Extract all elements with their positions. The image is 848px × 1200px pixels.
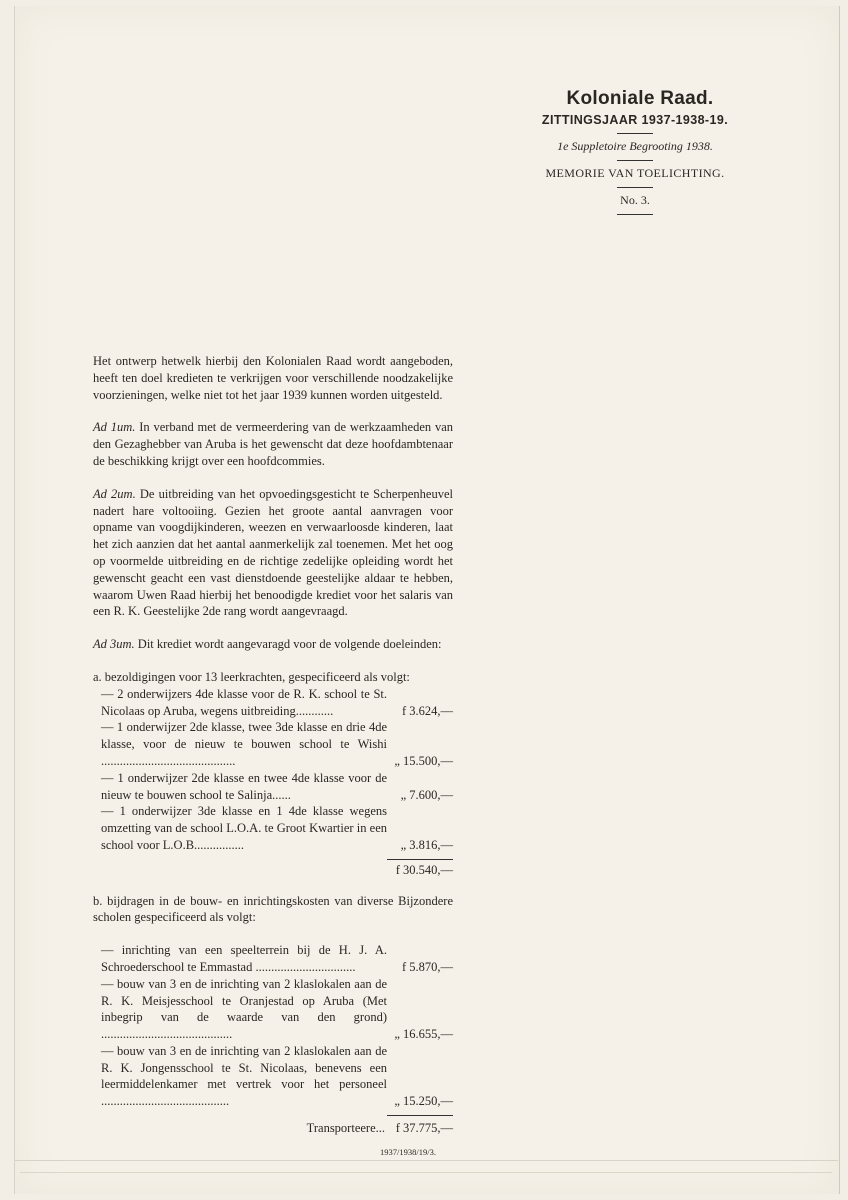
item-text: — inrichting van een speelterrein bij de H. J. A. Schroederschool te Emmastad ................................ (101, 943, 387, 974)
section-a-items (93, 686, 453, 854)
list-item (101, 686, 453, 720)
ad2-text: De uitbreiding van het opvoedingsgesticht te Scherpenheuvel nadert hare voltooiing. Gezien het groote aantal aanvragen voor opname van voogdijkinderen, weezen en verwaarloosde kinderen, laat het zich aanzien dat het aantal aanmerkelijk zal toenemen. Met het oog op voormelde uitbreiding en de richtige zedelijke opleiding wordt het gewenscht geacht een vast dienstdoende geestelijke aldaar te hebben, waarom Uwen Raad hierbij het benoodigde krediet voor het salaris van een R. K. Geestelijke 2de rang wordt aangevraagd. (93, 486, 453, 619)
transport-row (93, 1120, 453, 1137)
ad1-text: In verband met de vermeerdering van de werkzaamheden van den Gezaghebber van Aruba is het gewenscht dat deze hoofdambtenaar de beschikking krijgt over een hoofdcommies. (93, 420, 453, 468)
ad1-label: Ad 1um. (93, 420, 136, 435)
list-item (101, 976, 453, 1043)
item-text: — 1 onderwijzer 2de klasse en twee 4de klasse voor de nieuw te bouwen school te Salinja...... (101, 770, 387, 802)
list-item (101, 719, 453, 769)
transport-amount: f 37.775,— (395, 1121, 453, 1136)
list-item (101, 942, 453, 976)
list-item (101, 770, 453, 804)
page-edge-inner (20, 1172, 832, 1173)
list-item (101, 803, 453, 853)
item-text: — bouw van 3 en de inrichting van 2 klaslokalen aan de R. K. Jongensschool te St. Nicolaas, benevens een leermiddelenkamer met vertrek voor het personeel ......................................... (101, 1043, 387, 1109)
divider (617, 160, 653, 161)
item-amount: „ 16.655,— (394, 1027, 453, 1042)
item-amount: „ 7.600,— (400, 787, 453, 802)
document-number: No. 3. (620, 193, 650, 207)
budget-title: 1e Suppletoire Begrooting 1938. (557, 139, 713, 153)
section-b-items (93, 942, 453, 1110)
ad3-paragraph (93, 636, 453, 653)
section-a-total: f 30.540,— (395, 862, 453, 877)
document-header (500, 88, 770, 220)
session-year: ZITTINGSJAAR 1937-1938-19. (541, 113, 729, 127)
transport-label: Transporteere... (306, 1121, 385, 1136)
item-amount: f 3.624,— (401, 703, 453, 718)
document-code: 1937/1938/19/3. (380, 1147, 436, 1157)
sum-divider (387, 1115, 453, 1116)
section-b-heading: b. bijdragen in de bouw- en inrichtingskosten van diverse Bijzondere scholen gespecificeerd als volgt: (93, 893, 453, 925)
list-item (101, 1043, 453, 1110)
council-title: Koloniale Raad. (566, 88, 714, 109)
divider (617, 133, 653, 134)
ad3-text: Dit krediet wordt aangevaragd voor de volgende doeleinden: (134, 637, 442, 652)
memo-body (93, 353, 453, 1137)
item-text: — 2 onderwijzers 4de klasse voor de R. K. school te St. Nicolaas op Aruba, wegens uitbreiding............ (101, 686, 387, 718)
section-b (93, 893, 453, 1137)
ad2-paragraph (93, 486, 453, 620)
item-text: — 1 onderwijzer 2de klasse, twee 3de klasse en drie 4de klasse, voor de nieuw te bouwen school te Wishi ........................................... (101, 720, 387, 768)
memo-title: MEMORIE VAN TOELICHTING. (545, 166, 725, 180)
divider (617, 214, 653, 215)
section-a-heading: a. bezoldigingen voor 13 leerkrachten, gespecificeerd als volgt: (93, 669, 410, 684)
item-amount: „ 15.250,— (394, 1094, 453, 1109)
page-edge (14, 1160, 838, 1189)
item-text: — 1 onderwijzer 3de klasse en 1 4de klasse wegens omzetting van de school L.O.A. te Groot Kwartier in een school voor L.O.B................ (101, 804, 387, 852)
intro-paragraph: Het ontwerp hetwelk hierbij den Kolonialen Raad wordt aangeboden, heeft ten doel kredieten te verkrijgen voor verschillende noodzakelijke voorzieningen, welke niet tot het jaar 1939 kunnen worden uitgesteld. (93, 354, 453, 402)
item-amount: „ 3.816,— (400, 837, 453, 852)
sum-divider (387, 859, 453, 860)
ad2-label: Ad 2um. (93, 486, 136, 501)
ad1-paragraph (93, 419, 453, 469)
item-amount: f 5.870,— (401, 959, 453, 974)
ad3-label: Ad 3um. (93, 637, 135, 652)
item-text: — bouw van 3 en de inrichting van 2 klaslokalen aan de R. K. Meisjesschool te Oranjestad op Aruba (Met inbegrip van de waarde van den grond) .......................................... (101, 976, 387, 1042)
section-a (93, 669, 453, 879)
item-amount: „ 15.500,— (394, 753, 453, 768)
divider (617, 187, 653, 188)
